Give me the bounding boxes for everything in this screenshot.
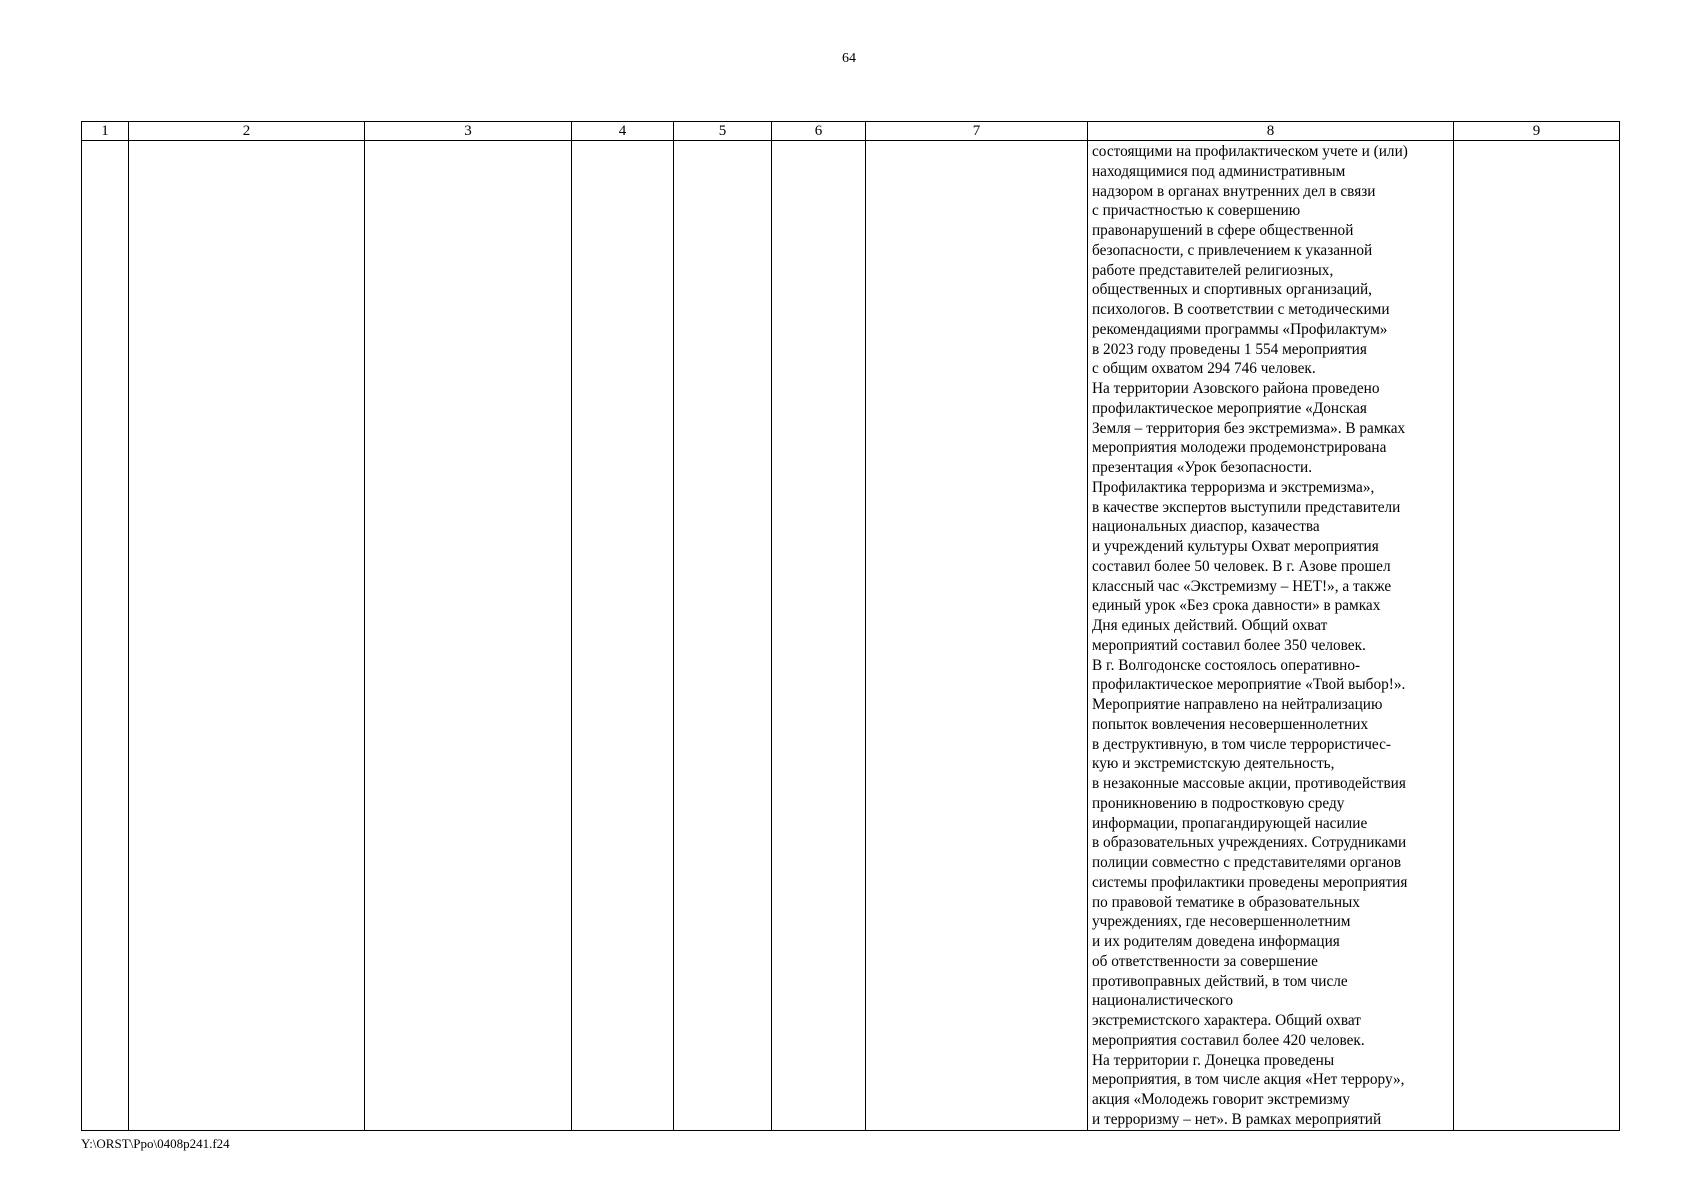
text-line: экстремистского характера. Общий охват [1092,1012,1361,1029]
text-line: общественных и спортивных организаций, [1092,281,1372,299]
text-line: акция «Молодежь говорит экстремизму [1092,1091,1350,1108]
table-row [82,141,1620,1131]
text-line: Мероприятие направлено на нейтрализацию [1092,696,1383,713]
text-line: рекомендациями программы «Профилактум» [1092,320,1388,338]
column-header-7: 7 [866,122,1088,141]
text-line: и учреждений культуры Охват мероприятия [1092,538,1379,555]
text-line: национальных диаспор, казачества [1092,518,1320,536]
text-line: националистического [1092,992,1234,1010]
text-line: в 2023 году проведены 1 554 мероприятия [1092,340,1367,358]
text-line: правонарушений в сфере общественной [1092,222,1354,239]
column-header-8: 8 [1088,122,1454,141]
text-line: информации, пропагандирующей насилие [1092,814,1368,832]
text-line: в деструктивную, в том числе террористичес- [1092,735,1391,753]
column-header-3: 3 [365,122,572,141]
text-line: учреждениях, где несовершеннолетним [1092,913,1351,931]
text-line: и терроризму – нет». В рамках мероприятий [1092,1110,1382,1128]
cell-col-9 [1454,141,1620,1131]
page-number: 64 [842,51,856,66]
text-line: презентация «Урок безопасности. [1092,459,1313,476]
text-line: состоящими на профилактическом учете и (или) [1092,143,1408,160]
text-line: Земля – территория без экстремизма». В рамках [1092,419,1406,437]
text-line: На территории Азовского района проведено [1092,380,1380,397]
text-line: На территории г. Донецка проведены [1092,1051,1335,1069]
column-header-1: 1 [82,122,129,141]
cell-col-1 [82,141,129,1131]
text-line: Дня единых действий. Общий охват [1092,617,1328,634]
cell-col-3 [365,141,572,1131]
text-line: психологов. В соответствии с методическими [1092,301,1390,318]
column-header-9: 9 [1454,122,1620,141]
header-row [82,122,1620,141]
text-line: находящимися под административным [1092,162,1346,180]
text-line: попыток вовлечения несовершеннолетних [1092,715,1369,733]
text-line: классный час «Экстремизму – НЕТ!», а также [1092,577,1392,595]
text-line: в образовательных учреждениях. Сотрудниками [1092,834,1407,852]
text-line: мероприятия составил более 420 человек. [1092,1031,1365,1049]
text-line: надзором в органах внутренних дел в связи [1092,182,1376,200]
text-line: системы профилактики проведены мероприятия [1092,873,1408,891]
text-line: кую и экстремистскую деятельность, [1092,755,1335,773]
text-line: единый урок «Без срока давности» в рамках [1092,597,1381,615]
text-line: проникновению в подростковую среду [1092,794,1345,812]
text-line: работе представителей религиозных, [1092,261,1334,279]
cell-col-6 [772,141,866,1131]
cell-col-2 [129,141,365,1131]
column-header-5: 5 [674,122,772,141]
text-line: безопасности, с привлечением к указанной [1092,241,1373,259]
cell-col-5 [674,141,772,1131]
text-line: с причастностью к совершению [1092,202,1301,220]
text-line: в качестве экспертов выступили представители [1092,498,1401,516]
text-line: и их родителям доведена информация [1092,933,1340,950]
text-line: мероприятий составил более 350 человек. [1092,636,1366,654]
text-line: мероприятия молодежи продемонстрирована [1092,439,1387,457]
text-line: по правовой тематике в образовательных [1092,893,1360,911]
text-line: полиции совместно с представителями органов [1092,854,1402,871]
text-line: Профилактика терроризма и экстремизма», [1092,478,1375,496]
cell-col-7 [866,141,1088,1131]
text-line: в незаконные массовые акции, противодействия [1092,775,1406,792]
text-line: составил более 50 человек. В г. Азове прошел [1092,557,1391,575]
data-table [81,121,1620,1131]
text-line: мероприятия, в том числе акция «Нет террору», [1092,1071,1405,1089]
column-header-6: 6 [772,122,866,141]
cell-col-8-text [1088,141,1453,1130]
text-line: В г. Волгодонске состоялось оперативно- [1092,656,1361,674]
text-line: с общим охватом 294 746 человек. [1092,360,1316,378]
text-line: об ответственности за совершение [1092,952,1318,970]
text-line: профилактическое мероприятие «Твой выбор!». [1092,676,1406,694]
column-header-2: 2 [129,122,365,141]
text-line: профилактическое мероприятие «Донская [1092,399,1367,417]
cell-col-4 [572,141,674,1131]
column-header-4: 4 [572,122,674,141]
footer-file-path: Y:\ORST\Ppo\0408p241.f24 [81,1136,230,1151]
text-line: противоправных действий, в том числе [1092,972,1348,990]
cell-col-8 [1088,141,1454,1131]
